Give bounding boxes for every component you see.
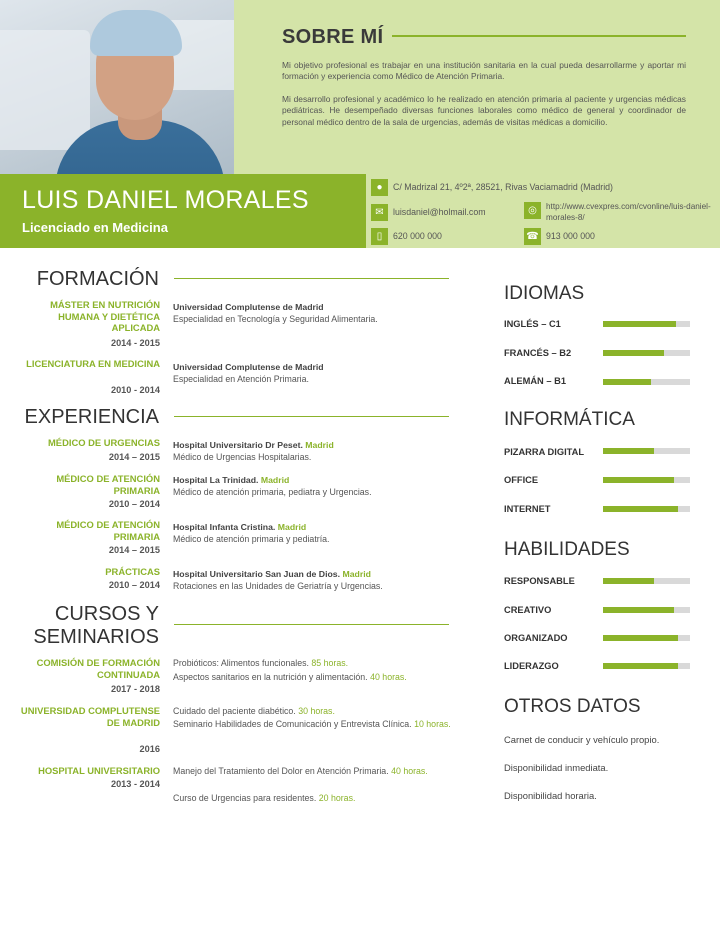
experiencia-role: MÉDICO DE URGENCIAS — [48, 437, 160, 448]
cursos-date: 2017 - 2018 — [110, 684, 160, 694]
contact-mobile: 620 000 000 — [393, 231, 442, 241]
cursos-line — [174, 624, 449, 625]
experiencia-role: MÉDICO DE ATENCIÓN PRIMARIA — [56, 519, 160, 542]
name-box — [0, 174, 366, 248]
experiencia-org: Hospital Universitario Dr Peset. Madrid — [173, 440, 334, 450]
cursos-date: 2016 — [139, 744, 160, 754]
skill-bar — [603, 477, 690, 483]
about-paragraph-2: Mi desarrollo profesional y académico lo he realizado en atención primaria al paciente y urgencias médicas pediátricas. He desempeñado diversas funciones laborales como médico de general y coordinador de personal médico dentro de la sala de urgencias, además de visitas médicas a domicilio. — [282, 94, 686, 127]
envelope-icon: ✉ — [371, 204, 388, 221]
job-title: Licenciado en Medicina — [22, 220, 168, 235]
skill-bar — [603, 607, 690, 613]
otros-item: Disponibilidad horaria. — [504, 790, 597, 801]
skill-label: PIZARRA DIGITAL — [504, 447, 585, 457]
cursos-role: HOSPITAL UNIVERSITARIO — [38, 765, 160, 776]
otros-title: OTROS DATOS — [504, 696, 641, 717]
experiencia-role: PRÁCTICAS — [105, 566, 160, 577]
skill-bar — [603, 448, 690, 454]
globe-icon: ◎ — [524, 202, 541, 219]
idiomas-title: IDIOMAS — [504, 283, 585, 304]
skill-bar-fill — [603, 635, 678, 641]
telephone-icon: ☎ — [524, 228, 541, 245]
cursos-line-item: Manejo del Tratamiento del Dolor en Atención Primaria. 40 horas. — [173, 766, 428, 776]
contact-web[interactable]: http://www.cvexpres.com/cvonline/luis-daniel-morales-8/ — [546, 202, 711, 222]
formacion-date: 2014 - 2015 — [110, 338, 160, 348]
skill-bar-fill — [603, 578, 654, 584]
skill-bar-fill — [603, 321, 676, 327]
experiencia-date: 2014 – 2015 — [108, 452, 160, 462]
about-title: SOBRE MÍ — [282, 26, 384, 48]
contact-address: C/ Madrizal 21, 4º2ª, 28521, Rivas Vaciamadrid (Madrid) — [393, 182, 613, 192]
skill-bar — [603, 350, 690, 356]
experiencia-desc: Médico de atención primaria y pediatría. — [173, 534, 330, 544]
experiencia-date: 2010 – 2014 — [108, 580, 160, 590]
cursos-line-item: Probióticos: Alimentos funcionales. 85 horas. — [173, 658, 349, 668]
experiencia-role: MÉDICO DE ATENCIÓN PRIMARIA — [56, 473, 160, 496]
about-section — [234, 0, 720, 174]
experiencia-date: 2010 – 2014 — [108, 499, 160, 509]
informatica-title: INFORMÁTICA — [504, 409, 635, 430]
formacion-line — [174, 278, 449, 279]
cursos-title-2: SEMINARIOS — [33, 626, 159, 648]
otros-item: Disponibilidad inmediata. — [504, 762, 609, 773]
skill-label: INTERNET — [504, 504, 551, 514]
otros-item: Carnet de conducir y vehículo propio. — [504, 734, 660, 745]
skill-bar — [603, 379, 690, 385]
experiencia-desc: Médico de atención primaria, pediatra y Urgencias. — [173, 487, 372, 497]
contact-email[interactable]: luisdaniel@holmail.com — [393, 207, 486, 217]
experiencia-desc: Médico de Urgencias Hospitalarias. — [173, 452, 312, 462]
skill-label: RESPONSABLE — [504, 576, 575, 586]
skill-label: LIDERAZGO — [504, 661, 559, 671]
skill-label: OFFICE — [504, 475, 539, 485]
cursos-role: UNIVERSIDAD COMPLUTENSE DE MADRID — [20, 705, 160, 728]
skill-label: INGLÉS – C1 — [504, 319, 561, 329]
skill-bar-fill — [603, 350, 664, 356]
skill-bar — [603, 506, 690, 512]
skill-bar-fill — [603, 607, 674, 613]
skill-label: CREATIVO — [504, 605, 552, 615]
about-title-line — [392, 35, 686, 37]
formacion-date: 2010 - 2014 — [110, 385, 160, 395]
formacion-org: Universidad Complutense de Madrid — [173, 302, 324, 312]
skill-bar-fill — [603, 477, 674, 483]
skill-label: ALEMÁN – B1 — [504, 376, 566, 386]
location-pin-icon: ● — [371, 179, 388, 196]
skill-bar-fill — [603, 379, 651, 385]
experiencia-line — [174, 416, 449, 417]
formacion-desc: Especialidad en Atención Primaria. — [173, 374, 309, 384]
skill-label: FRANCÉS – B2 — [504, 348, 572, 358]
experiencia-date: 2014 – 2015 — [108, 545, 160, 555]
formacion-desc: Especialidad en Tecnología y Seguridad Alimentaria. — [173, 314, 378, 324]
formacion-title: FORMACIÓN — [36, 268, 159, 290]
skill-label: ORGANIZADO — [504, 633, 568, 643]
skill-bar-fill — [603, 506, 678, 512]
skill-bar-fill — [603, 663, 678, 669]
cursos-line-item: Seminario Habilidades de Comunicación y Entrevista Clínica. 10 horas. — [173, 719, 451, 729]
skill-bar — [603, 321, 690, 327]
habilidades-title: HABILIDADES — [504, 539, 630, 560]
skill-bar — [603, 663, 690, 669]
cursos-role: COMISIÓN DE FORMACIÓN CONTINUADA — [36, 657, 160, 680]
experiencia-desc: Rotaciones en las Unidades de Geriatría y Urgencias. — [173, 581, 383, 591]
experiencia-org: Hospital La Trinidad. Madrid — [173, 475, 290, 485]
cursos-date: 2013 - 2014 — [110, 779, 160, 789]
experiencia-title: EXPERIENCIA — [24, 406, 159, 428]
skill-bar — [603, 578, 690, 584]
mobile-phone-icon: ▯ — [371, 228, 388, 245]
full-name: LUIS DANIEL MORALES — [22, 186, 309, 214]
cursos-line-item: Aspectos sanitarios en la nutrición y alimentación. 40 horas. — [173, 672, 407, 682]
formacion-role: MÁSTER EN NUTRICIÓN HUMANA Y DIETÉTICA APLICADA — [50, 299, 160, 333]
skill-bar-fill — [603, 448, 654, 454]
contact-phone: 913 000 000 — [546, 231, 595, 241]
skill-bar — [603, 635, 690, 641]
experiencia-org: Hospital Infanta Cristina. Madrid — [173, 522, 307, 532]
cursos-line-item: Cuidado del paciente diabético. 30 horas. — [173, 706, 335, 716]
formacion-role: LICENCIATURA EN MEDICINA — [26, 358, 160, 369]
cursos-title-1: CURSOS Y — [54, 603, 159, 625]
cursos-line-item: Curso de Urgencias para residentes. 20 horas. — [173, 793, 356, 803]
experiencia-org: Hospital Universitario San Juan de Dios. Madrid — [173, 569, 371, 579]
formacion-org: Universidad Complutense de Madrid — [173, 362, 324, 372]
about-paragraph-1: Mi objetivo profesional es trabajar en una institución sanitaria en la cual pueda desarrollarme y aportar mi formación y experiencia como Médico de Atención Primaria. — [282, 60, 686, 82]
